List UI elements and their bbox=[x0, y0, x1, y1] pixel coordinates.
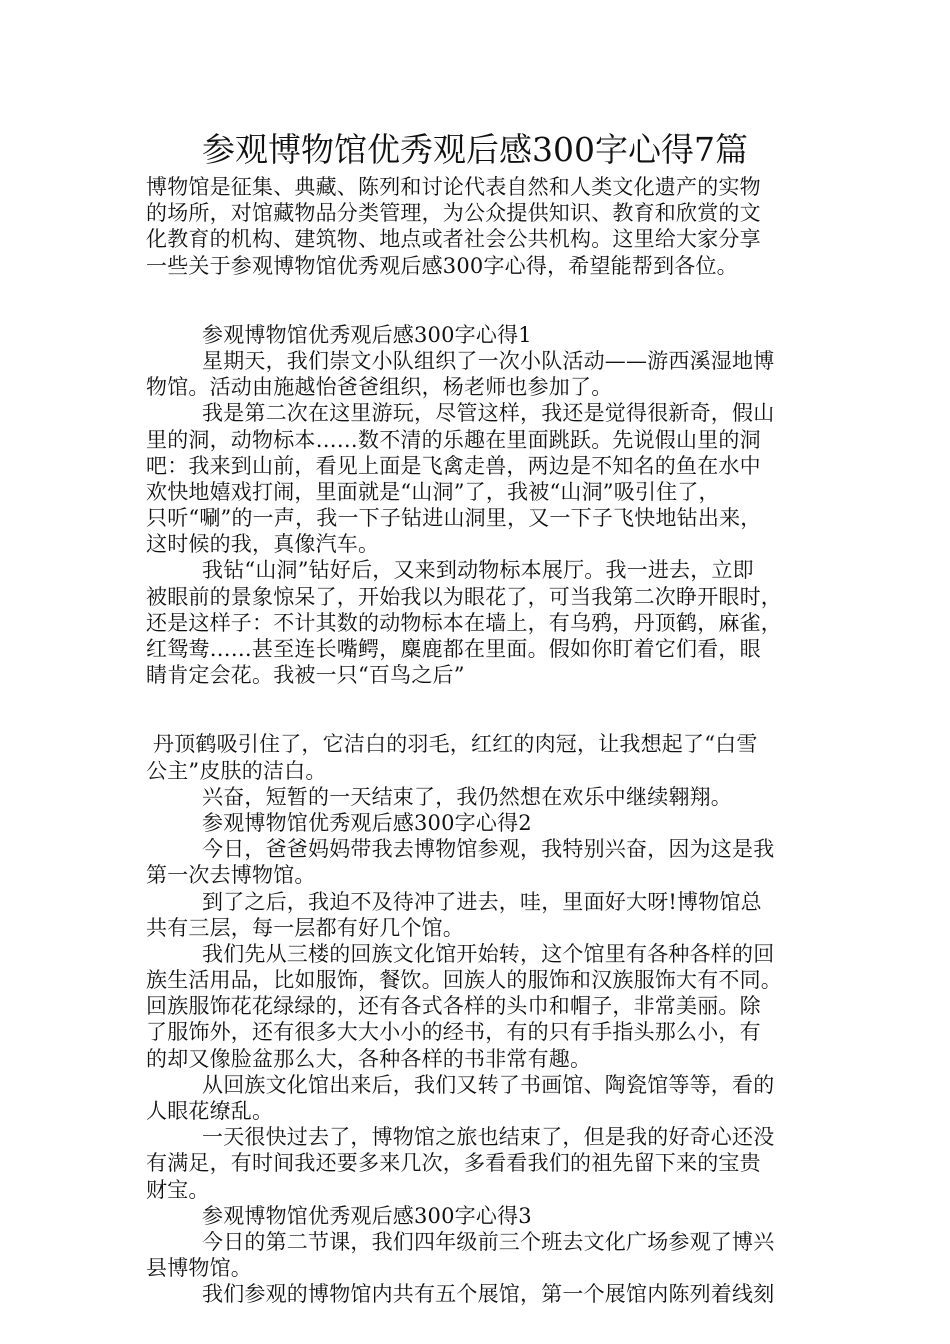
text-line: 红鸳鸯……甚至连长嘴鳄，麋鹿都在里面。假如你盯着它们看，眼 bbox=[146, 637, 761, 661]
text-line: 了服饰外，还有很多大大小小的经书，有的只有手指头那么小，有 bbox=[146, 1020, 761, 1045]
document-body bbox=[146, 174, 826, 1308]
text-line: 到了之后，我迫不及待冲了进去，哇，里面好大呀!博物馆总 bbox=[202, 889, 762, 914]
text-line: 回族服饰花花绿绿的，还有各式各样的头巾和帽子，非常美丽。除 bbox=[146, 994, 761, 1019]
text-line: 被眼前的景象惊呆了，开始我以为眼花了，可当我第二次睁开眼时， bbox=[146, 584, 782, 609]
text-line: 我是第二次在这里游玩，尽管这样，我还是觉得很新奇，假山 bbox=[202, 401, 775, 426]
text-line: 物馆。活动由施越怡爸爸组织，杨老师也参加了。 bbox=[146, 375, 613, 400]
intro-line: 的场所，对馆藏物品分类管理，为公众提供知识、教育和欣赏的文 bbox=[146, 201, 761, 226]
text-line: 里的洞，动物标本……数不清的乐趣在里面跳跃。先说假山里的洞 bbox=[146, 427, 761, 452]
text-line: 只听“唰”的一声，我一下子钻进山洞里，又一下子飞快地钻出来， bbox=[146, 506, 762, 531]
section-heading-2: 参观博物馆优秀观后感300字心得2 bbox=[202, 810, 532, 835]
intro-line: 博物馆是征集、典藏、陈列和讨论代表自然和人类文化遗产的实物 bbox=[146, 175, 761, 199]
text-line: 今日的第二节课，我们四年级前三个班去文化广场参观了博兴 bbox=[202, 1229, 775, 1254]
text-line: 今日，爸爸妈妈带我去博物馆参观，我特别兴奋，因为这是我 bbox=[202, 837, 775, 862]
text-line: 丹顶鹤吸引住了，它洁白的羽毛，红红的肉冠，让我想起了“白雪 bbox=[153, 732, 758, 757]
intro-line: 一些关于参观博物馆优秀观后感300字心得，希望能帮到各位。 bbox=[146, 253, 738, 278]
section-heading-1: 参观博物馆优秀观后感300字心得1 bbox=[202, 322, 532, 347]
text-line: 这时候的我，真像汽车。 bbox=[146, 532, 380, 557]
text-line: 从回族文化馆出来后，我们又转了书画馆、陶瓷馆等等，看的 bbox=[202, 1072, 775, 1097]
text-line: 的却又像脸盆那么大，各种各样的书非常有趣。 bbox=[146, 1046, 592, 1071]
text-line: 吧：我来到山前，看见上面是飞禽走兽，两边是不知名的鱼在水中 bbox=[146, 453, 761, 478]
text-line: 族生活用品，比如服饰，餐饮。回族人的服饰和汉族服饰大有不同。 bbox=[146, 968, 782, 993]
text-line: 还是这样子：不计其数的动物标本在墙上，有乌鸦，丹顶鹤，麻雀， bbox=[146, 610, 782, 635]
text-line: 我们先从三楼的回族文化馆开始转，这个馆里有各种各样的回 bbox=[202, 941, 775, 966]
paragraph-gap bbox=[146, 279, 826, 322]
document-title: 参观博物馆优秀观后感300字心得7篇 bbox=[202, 130, 748, 169]
text-line: 县博物馆。 bbox=[146, 1256, 252, 1281]
text-line: 一天很快过去了，博物馆之旅也结束了，但是我的好奇心还没 bbox=[202, 1125, 775, 1150]
text-line: 我们参观的博物馆内共有五个展馆，第一个展馆内陈列着线刻 bbox=[202, 1282, 775, 1307]
text-line: 公主”皮肤的洁白。 bbox=[146, 758, 327, 783]
text-line: 第一次去博物馆。 bbox=[146, 863, 316, 888]
text-line: 财宝。 bbox=[146, 1177, 210, 1202]
text-line: 兴奋，短暂的一天结束了，我仍然想在欢乐中继续翱翔。 bbox=[202, 784, 732, 809]
text-line: 我钻“山洞”钻好后，又来到动物标本展厅。我一进去，立即 bbox=[202, 558, 754, 583]
text-line: 人眼花缭乱。 bbox=[146, 1099, 274, 1123]
text-line: 欢快地嬉戏打闹，里面就是“山洞”了，我被“山洞”吸引住了， bbox=[146, 479, 720, 504]
paragraph-gap bbox=[146, 688, 826, 731]
text-line: 星期天，我们崇文小队组织了一次小队活动——游西溪湿地博 bbox=[202, 348, 775, 373]
text-line: 有满足，有时间我还要多来几次，多看看我们的祖先留下来的宝贵 bbox=[146, 1151, 761, 1176]
intro-line: 化教育的机构、建筑物、地点或者社会公共机构。这里给大家分享 bbox=[146, 227, 761, 252]
text-line: 睛肯定会花。我被一只“百鸟之后” bbox=[146, 663, 465, 688]
section-heading-3: 参观博物馆优秀观后感300字心得3 bbox=[202, 1203, 532, 1228]
text-line: 共有三层，每一层都有好几个馆。 bbox=[146, 915, 464, 940]
